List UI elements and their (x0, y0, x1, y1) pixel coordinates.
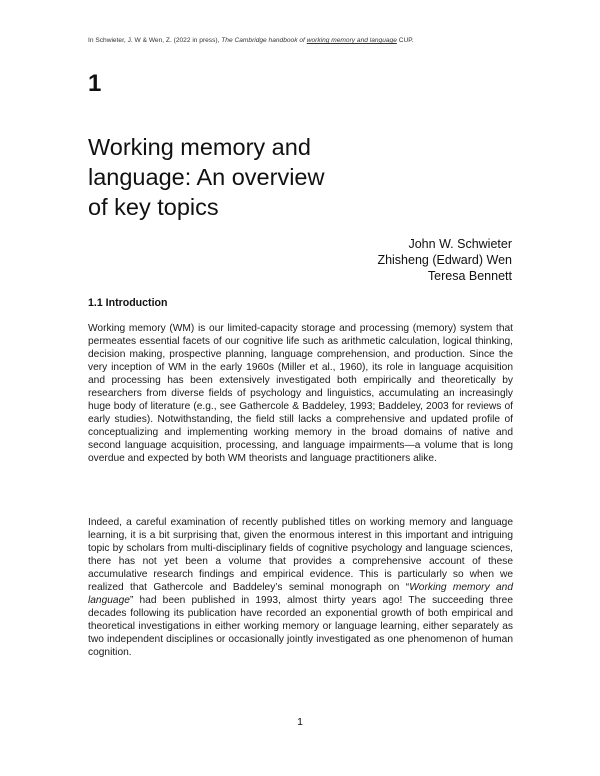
body-paragraph (88, 323, 513, 465)
author-name: Zhisheng (Edward) Wen (377, 253, 512, 267)
header-citation: In Schwieter, J. W & Wen, Z. (2022 in press), (88, 37, 220, 44)
chapter-title (88, 132, 448, 222)
header-book-topic: working memory and language (306, 37, 397, 44)
running-header (88, 37, 414, 44)
paragraph-text (88, 517, 513, 659)
paragraph-text-start: Indeed, a careful examination of recently published titles on working memory and language learning, it is a bit surprising that, given the enormous interest in this important and intriguing topic by scholars from multi-disciplinary fields of cognitive psychology and language sciences, there has not yet been a volume that provides a comprehensive account of these accumulative research findings and empirical evidence. This is particularly so when we realized that Gathercole and Baddeley’s seminal monograph on “ (88, 517, 513, 593)
body-paragraph (88, 517, 513, 659)
monograph-title: Working memory and language (88, 581, 514, 606)
paragraph-text-end: ” had been published in 1993, almost thirty years ago! The succeeding three decades following its publication have recorded an exponential growth of both empirical and theoretical investigations in either working memory or language learning, either separately as two independent disciplines or occasionally jointly investigated as one phenomenon of human cognition. (88, 594, 513, 658)
chapter-title-line: of key topics (88, 194, 219, 220)
author-name: John W. Schwieter (408, 237, 512, 251)
author-list (377, 236, 512, 284)
chapter-title-line: Working memory and (88, 134, 311, 160)
header-publisher: CUP. (398, 37, 414, 44)
author-name: Teresa Bennett (427, 269, 512, 283)
chapter-number: 1 (88, 70, 102, 97)
paragraph-text: Working memory (WM) is our limited-capacity storage and processing (memory) system that permeates essential facets of our cognitive life such as arithmetic calculation, logical thinking, decision making, prospective planning, language comprehension, and production. Since the very inception of WM in the early 1960s (Miller et al., 1960), its role in language acquisition and processing has been extensively investigated both empirically and theoretically by researchers from diverse fields of psychology and linguistics, accumulating an increasingly huge body of literature (e.g., see Gathercole & Baddeley, 1993; Baddeley, 2003 for reviews of early studies). Notwithstanding, the field still lacks a comprehensive and updated profile of conceptualizing and implementing working memory in the broad domains of native and second language acquisition, processing, and language impairments—a volume that is long overdue and expected by both WM theorists and language practitioners alike. (88, 323, 513, 464)
chapter-title-line: language: An overview (88, 164, 325, 190)
header-book-title: The Cambridge handbook of (221, 37, 305, 44)
page-number: 1 (297, 716, 303, 728)
section-heading: 1.1 Introduction (88, 297, 168, 309)
